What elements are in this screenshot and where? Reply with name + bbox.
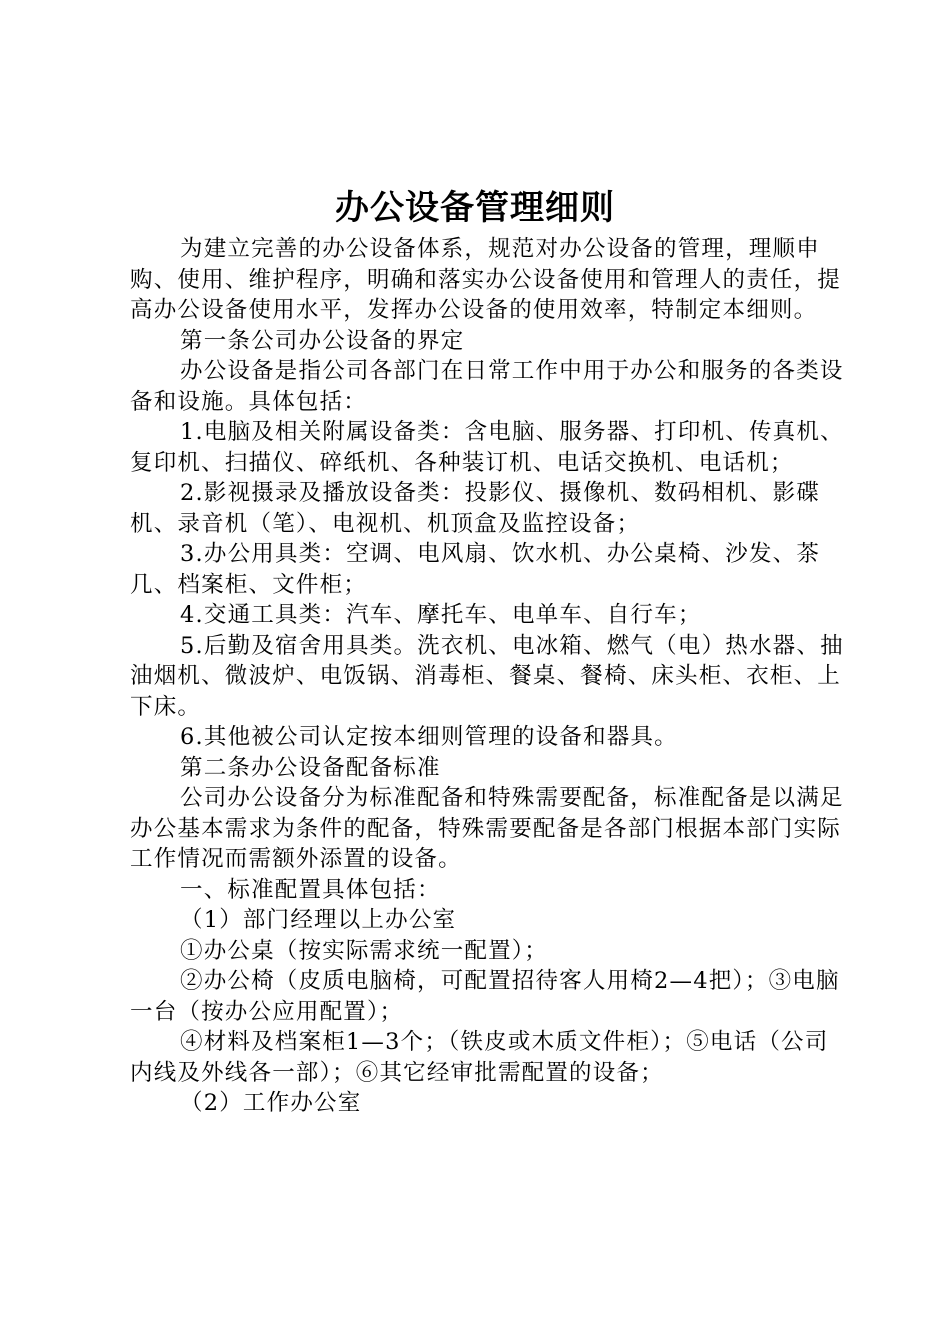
list-item-3: 3.办公用具类：空调、电风扇、饮水机、办公桌椅、沙发、茶几、档案柜、文件柜； bbox=[130, 541, 821, 598]
config-item-2-3: ②办公椅（皮质电脑椅，可配置招待客人用椅2—4把）；③电脑一台（按办公应用配置）； bbox=[130, 968, 840, 1025]
paragraph-definition: 办公设备是指公司各部门在日常工作中用于办公和服务的各类设备和设施。具体包括： bbox=[130, 358, 844, 415]
document-title: 办公设备管理细则 bbox=[335, 188, 615, 228]
list-item-4: 4.交通工具类：汽车、摩托车、电单车、自行车； bbox=[180, 602, 702, 628]
list-item-1: 1.电脑及相关附属设备类：含电脑、服务器、打印机、传真机、复印机、扫描仪、碎纸机、各种装订机、电话交换机、电话机； bbox=[130, 419, 844, 476]
heading-standard-config: 一、标准配置具体包括： bbox=[180, 876, 441, 903]
document-body bbox=[130, 234, 850, 1119]
heading-article-2: 第二条办公设备配备标准 bbox=[180, 754, 441, 781]
paragraph-intro: 为建立完善的办公设备体系，规范对办公设备的管理，理顺申购、使用、维护程序，明确和落实办公设备使用和管理人的责任，提高办公设备使用水平，发挥办公设备的使用效率，特制定本细则。 bbox=[130, 236, 842, 323]
subheading-work-office: （2）工作办公室 bbox=[180, 1090, 362, 1116]
heading-article-1: 第一条公司办公设备的界定 bbox=[180, 327, 465, 354]
config-item-4-6: ④材料及档案柜1—3个；（铁皮或木质文件柜）；⑤电话（公司内线及外线各一部）；⑥其它经审批需配置的设备； bbox=[130, 1029, 829, 1086]
list-item-2: 2.影视摄录及播放设备类：投影仪、摄像机、数码相机、影碟机、录音机（笔）、电视机、机顶盒及监控设备； bbox=[130, 480, 821, 537]
list-item-6: 6.其他被公司认定按本细则管理的设备和器具。 bbox=[180, 724, 678, 750]
subheading-manager-office: （1）部门经理以上办公室 bbox=[180, 907, 457, 933]
paragraph-standard: 公司办公设备分为标准配备和特殊需要配备，标准配备是以满足办公基本需求为条件的配备，特殊需要配备是各部门根据本部门实际工作情况而需额外添置的设备。 bbox=[130, 785, 844, 872]
list-item-5: 5.后勤及宿舍用具类。洗衣机、电冰箱、燃气（电）热水器、抽油烟机、微波炉、电饭锅、消毒柜、餐桌、餐椅、床头柜、衣柜、上下床。 bbox=[130, 632, 844, 720]
config-item-1: ①办公桌（按实际需求统一配置）； bbox=[180, 937, 548, 964]
